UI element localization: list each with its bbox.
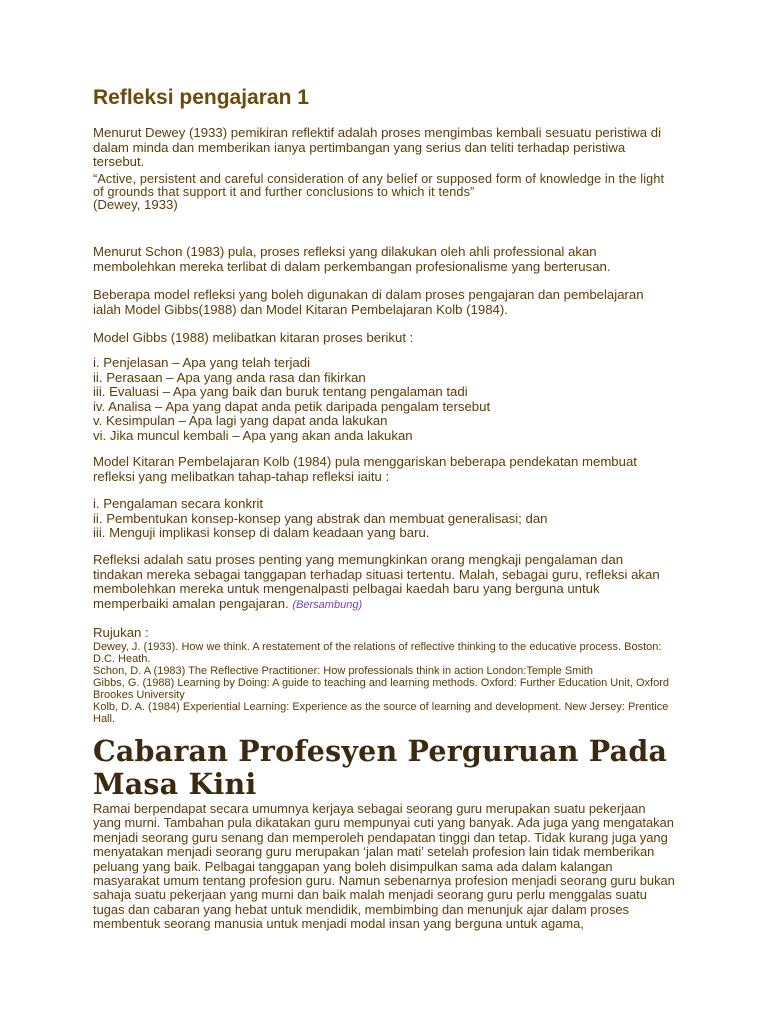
reference-item: Dewey, J. (1933). How we think. A restatement of the relations of reflective thinking to the educative process. Boston: D.C. Heath. [93,640,662,665]
schon-paragraph: Menurut Schon (1983) pula, proses refleksi yang dilakukan oleh ahli professional akan membolehkan mereka terlibat di dalam perkembangan profesionalisme yang berterusan. [93,244,611,274]
list-item: v. Kesimpulan – Apa lagi yang dapat anda lakukan [93,413,388,428]
references-block [93,626,675,725]
dewey-quote-block [93,173,675,213]
reference-item: Gibbs, G. (1988) Learning by Doing: A guide to teaching and learning methods. Oxford: Further Education Unit, Oxford Brookes University [93,676,669,701]
section-title-cabaran: Cabaran Profesyen Perguruan Pada Masa Kini [93,734,668,801]
reference-item: Kolb, D. A. (1984) Experiential Learning: Experience as the source of learning and development. New Jersey: Prentice Hall. [93,700,669,725]
models-paragraph: Beberapa model refleksi yang boleh digunakan di dalam proses pengajaran dan pembelajaran ialah Model Gibbs(1988) dan Model Kitaran Pembelajaran Kolb (1984). [93,287,644,317]
cabaran-paragraph: Ramai berpendapat secara umumnya kerjaya sebagai seorang guru merupakan suatu pekerjaan yang murni. Tambahan pula dikatakan guru mempunyai cuti yang banyak. Ada juga yang mengatakan menjadi seorang guru senang dan memperoleh pendapatan tinggi dan tetap. Tidak kurang juga yang menyatakan menjadi seorang guru merupakan ‘jalan mati’ setelah profesion lain tidak memberikan peluang yang baik. Pelbagai tanggapan yang boleh disimpulkan sama ada dalam kalangan masyarakat umum tentang profesion guru. Namun sebenarnya profesion menjadi seorang guru bukan sahaja suatu pekerjaan yang murni dan baik malah menjadi seorang guru perlu menggalas suatu tugas dan cabaran yang hebat untuk mendidik, membimbing dan menunjuk ajar dalam proses membentuk seorang manusia untuk menjadi modal insan yang berguna untuk agama, [93,801,675,932]
section-title-refleksi: Refleksi pengajaran 1 [93,86,309,109]
list-item: ii. Pembentukan konsep-konsep yang abstrak dan membuat generalisasi; dan [93,510,548,526]
kolb-intro: Model Kitaran Pembelajaran Kolb (1984) pula menggariskan beberapa pendekatan membuat refleksi yang melibatkan tahap-tahap refleksi iaitu : [93,454,637,484]
list-item: iii. Evaluasi – Apa yang baik dan buruk tentang pengalaman tadi [93,384,468,399]
kolb-list [93,497,675,541]
gibbs-intro: Model Gibbs (1988) melibatkan kitaran proses berikut : [93,330,414,345]
intro-paragraph: Menurut Dewey (1933) pemikiran reflektif adalah proses mengimbas kembali sesuatu peristiwa di dalam minda dan memberikan ianya pertimbangan yang serius dan teliti terhadap peristiwa tersebut. [93,125,662,169]
references-title: Rujukan : [93,625,149,640]
list-item: ii. Perasaan – Apa yang anda rasa dan fikirkan [93,369,366,385]
gibbs-list [93,356,675,443]
reference-item: Schon, D. A (1983) The Reflective Practitioner: How professionals think in action London:Temple Smith [93,664,593,677]
dewey-quote: “Active, persistent and careful consideration of any belief or supposed form of knowledge in the light of grounds that support it and further conclusions to which it tends” [93,172,665,199]
conclusion-text: Refleksi adalah satu proses penting yang memungkinkan orang mengkaji pengalaman dan tindakan mereka sebagai tanggapan terhadap situasi tertentu. Malah, sebagai guru, refleksi akan membolehkan mereka untuk mengenalpasti pelbagai kaedah baru yang berguna untuk memperbaiki amalan pengajaran. [93,552,660,611]
dewey-quote-citation: (Dewey, 1933) [93,197,178,213]
list-item: i. Pengalaman secara konkrit [93,496,264,511]
list-item: i. Penjelasan – Apa yang telah terjadi [93,355,311,370]
conclusion-paragraph [93,553,675,612]
list-item: iii. Menguji implikasi konsep di dalam keadaan yang baru. [93,525,430,540]
list-item: vi. Jika muncul kembali – Apa yang akan anda lakukan [93,427,413,443]
bersambung-note: (Bersambung) [292,598,363,611]
list-item: iv. Analisa – Apa yang dapat anda petik daripada pengalam tersebut [93,398,491,414]
